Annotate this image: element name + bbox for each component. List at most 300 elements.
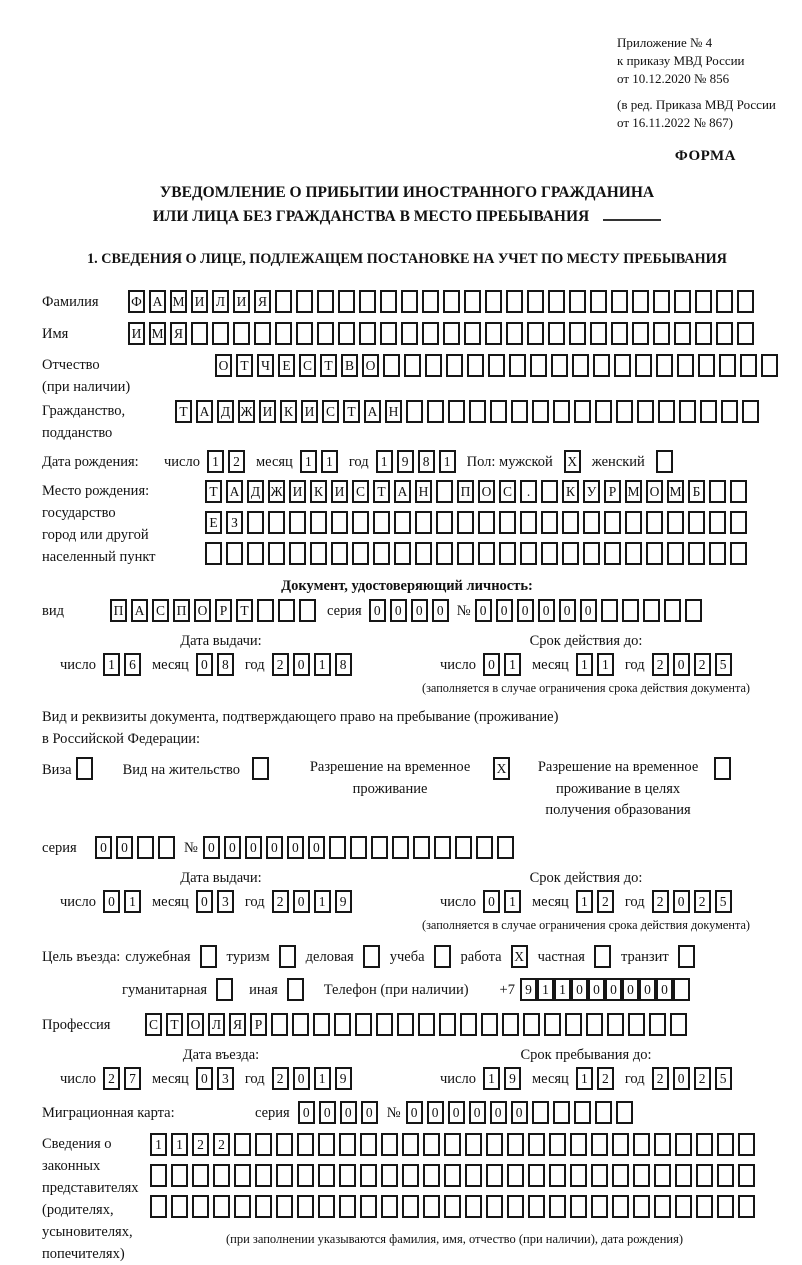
char-box[interactable] <box>502 1013 519 1036</box>
char-box[interactable] <box>444 1164 461 1187</box>
char-box[interactable] <box>532 400 549 423</box>
char-box[interactable]: 9 <box>397 450 414 473</box>
char-box[interactable]: 0 <box>203 836 220 859</box>
char-box[interactable] <box>339 1164 356 1187</box>
char-box[interactable] <box>436 542 453 565</box>
char-box[interactable] <box>709 511 726 534</box>
char-box[interactable]: Л <box>208 1013 225 1036</box>
char-box[interactable] <box>331 542 348 565</box>
char-box[interactable]: 0 <box>622 978 639 1001</box>
char-box[interactable] <box>352 511 369 534</box>
char-box[interactable] <box>506 290 523 313</box>
char-box[interactable] <box>317 290 334 313</box>
char-box[interactable] <box>616 400 633 423</box>
char-box[interactable] <box>679 400 696 423</box>
char-box[interactable]: 0 <box>293 653 310 676</box>
char-box[interactable]: 0 <box>517 599 534 622</box>
char-box[interactable] <box>553 400 570 423</box>
char-box[interactable] <box>478 511 495 534</box>
char-box[interactable]: С <box>352 480 369 503</box>
char-box[interactable] <box>359 290 376 313</box>
char-box[interactable]: М <box>170 290 187 313</box>
char-box[interactable]: 0 <box>266 836 283 859</box>
char-box[interactable] <box>318 1133 335 1156</box>
char-box[interactable]: 0 <box>245 836 262 859</box>
char-box[interactable] <box>601 599 618 622</box>
char-box[interactable] <box>443 290 460 313</box>
char-box[interactable]: 0 <box>411 599 428 622</box>
char-box[interactable] <box>685 599 702 622</box>
char-box[interactable] <box>695 322 712 345</box>
char-box[interactable] <box>549 1164 566 1187</box>
char-box[interactable] <box>460 1013 477 1036</box>
char-box[interactable]: 2 <box>103 1067 120 1090</box>
char-box[interactable] <box>464 322 481 345</box>
char-box[interactable]: 1 <box>376 450 393 473</box>
char-box[interactable]: 0 <box>427 1101 444 1124</box>
char-box[interactable] <box>383 354 400 377</box>
char-box[interactable] <box>247 511 264 534</box>
char-box[interactable]: 0 <box>571 978 588 1001</box>
char-box[interactable] <box>360 1133 377 1156</box>
char-box[interactable] <box>532 1101 549 1124</box>
char-box[interactable]: 0 <box>340 1101 357 1124</box>
char-box[interactable] <box>485 322 502 345</box>
char-box[interactable] <box>469 400 486 423</box>
char-box[interactable] <box>716 322 733 345</box>
char-box[interactable] <box>465 1133 482 1156</box>
char-box[interactable] <box>339 1195 356 1218</box>
char-box[interactable]: 1 <box>597 653 614 676</box>
char-box[interactable] <box>402 1195 419 1218</box>
char-box[interactable]: . <box>520 480 537 503</box>
char-box[interactable]: 0 <box>588 978 605 1001</box>
char-box[interactable] <box>675 1195 692 1218</box>
char-box[interactable] <box>527 290 544 313</box>
char-box[interactable]: П <box>110 599 127 622</box>
char-box[interactable]: А <box>131 599 148 622</box>
char-box[interactable]: 1 <box>171 1133 188 1156</box>
char-box[interactable] <box>448 400 465 423</box>
char-box[interactable] <box>570 1164 587 1187</box>
char-box[interactable]: З <box>226 511 243 534</box>
char-box[interactable]: 0 <box>319 1101 336 1124</box>
char-box[interactable] <box>569 290 586 313</box>
char-box[interactable] <box>548 290 565 313</box>
checkbox-purpose-work[interactable]: X <box>511 945 528 968</box>
char-box[interactable]: С <box>322 400 339 423</box>
char-box[interactable] <box>740 354 757 377</box>
char-box[interactable] <box>572 354 589 377</box>
char-box[interactable] <box>392 836 409 859</box>
char-box[interactable] <box>607 1013 624 1036</box>
char-box[interactable] <box>646 511 663 534</box>
char-box[interactable]: 1 <box>554 978 571 1001</box>
char-box[interactable] <box>649 1013 666 1036</box>
char-box[interactable] <box>549 1133 566 1156</box>
char-box[interactable] <box>352 542 369 565</box>
char-box[interactable] <box>709 542 726 565</box>
char-box[interactable] <box>635 354 652 377</box>
checkbox-purpose-transit[interactable] <box>678 945 695 968</box>
char-box[interactable] <box>541 542 558 565</box>
char-box[interactable] <box>520 542 537 565</box>
char-box[interactable] <box>339 1133 356 1156</box>
char-box[interactable] <box>402 1164 419 1187</box>
char-box[interactable] <box>611 322 628 345</box>
char-box[interactable] <box>761 354 778 377</box>
char-box[interactable]: С <box>152 599 169 622</box>
char-box[interactable]: 9 <box>504 1067 521 1090</box>
char-box[interactable] <box>696 1133 713 1156</box>
char-box[interactable] <box>360 1164 377 1187</box>
char-box[interactable]: 1 <box>439 450 456 473</box>
char-box[interactable] <box>376 1013 393 1036</box>
char-box[interactable] <box>486 1164 503 1187</box>
char-box[interactable] <box>205 542 222 565</box>
char-box[interactable] <box>507 1195 524 1218</box>
char-box[interactable] <box>226 542 243 565</box>
char-box[interactable] <box>695 290 712 313</box>
char-box[interactable] <box>297 1195 314 1218</box>
char-box[interactable]: И <box>128 322 145 345</box>
checkbox-purpose-humanitarian[interactable] <box>216 978 233 1001</box>
char-box[interactable] <box>402 1133 419 1156</box>
char-box[interactable] <box>299 599 316 622</box>
char-box[interactable] <box>373 511 390 534</box>
char-box[interactable]: 9 <box>520 978 537 1001</box>
char-box[interactable] <box>401 290 418 313</box>
char-box[interactable] <box>570 1133 587 1156</box>
char-box[interactable] <box>673 978 690 1001</box>
char-box[interactable] <box>486 1195 503 1218</box>
char-box[interactable] <box>481 1013 498 1036</box>
char-box[interactable] <box>488 354 505 377</box>
char-box[interactable]: 1 <box>103 653 120 676</box>
char-box[interactable] <box>338 322 355 345</box>
char-box[interactable]: 0 <box>483 653 500 676</box>
char-box[interactable] <box>338 290 355 313</box>
char-box[interactable] <box>329 836 346 859</box>
char-box[interactable] <box>719 354 736 377</box>
char-box[interactable]: 1 <box>576 1067 593 1090</box>
char-box[interactable] <box>675 1164 692 1187</box>
char-box[interactable] <box>654 1164 671 1187</box>
char-box[interactable]: 0 <box>224 836 241 859</box>
char-box[interactable] <box>625 542 642 565</box>
char-box[interactable] <box>604 542 621 565</box>
char-box[interactable] <box>255 1164 272 1187</box>
char-box[interactable] <box>737 290 754 313</box>
char-box[interactable] <box>591 1133 608 1156</box>
char-box[interactable] <box>717 1164 734 1187</box>
char-box[interactable]: 8 <box>217 653 234 676</box>
char-box[interactable]: Т <box>320 354 337 377</box>
char-box[interactable]: 2 <box>652 890 669 913</box>
char-box[interactable] <box>595 400 612 423</box>
checkbox-purpose-business[interactable] <box>363 945 380 968</box>
char-box[interactable]: 0 <box>475 599 492 622</box>
char-box[interactable]: 2 <box>694 890 711 913</box>
char-box[interactable] <box>490 400 507 423</box>
char-box[interactable] <box>234 1195 251 1218</box>
char-box[interactable]: Я <box>254 290 271 313</box>
char-box[interactable] <box>583 542 600 565</box>
char-box[interactable]: 2 <box>272 1067 289 1090</box>
char-box[interactable]: 1 <box>124 890 141 913</box>
char-box[interactable]: 1 <box>576 890 593 913</box>
char-box[interactable] <box>297 1133 314 1156</box>
char-box[interactable]: П <box>173 599 190 622</box>
char-box[interactable] <box>397 1013 414 1036</box>
char-box[interactable] <box>717 1133 734 1156</box>
checkbox-temp-residence-education[interactable] <box>714 757 731 780</box>
char-box[interactable] <box>380 322 397 345</box>
char-box[interactable]: 0 <box>656 978 673 1001</box>
char-box[interactable] <box>455 836 472 859</box>
char-box[interactable]: Д <box>247 480 264 503</box>
checkbox-temp-residence[interactable]: X <box>493 757 510 780</box>
char-box[interactable]: 2 <box>272 653 289 676</box>
char-box[interactable]: 1 <box>314 890 331 913</box>
checkbox-residence-permit[interactable] <box>252 757 269 780</box>
char-box[interactable] <box>509 354 526 377</box>
char-box[interactable] <box>614 354 631 377</box>
char-box[interactable] <box>717 1195 734 1218</box>
char-box[interactable]: Б <box>688 480 705 503</box>
char-box[interactable] <box>381 1195 398 1218</box>
char-box[interactable]: И <box>233 290 250 313</box>
char-box[interactable] <box>675 1133 692 1156</box>
char-box[interactable]: 0 <box>287 836 304 859</box>
char-box[interactable] <box>213 1195 230 1218</box>
char-box[interactable]: 0 <box>196 653 213 676</box>
char-box[interactable] <box>738 1164 755 1187</box>
char-box[interactable]: К <box>280 400 297 423</box>
char-box[interactable]: Т <box>343 400 360 423</box>
checkbox-male[interactable]: X <box>564 450 581 473</box>
char-box[interactable] <box>738 1195 755 1218</box>
char-box[interactable]: 0 <box>639 978 656 1001</box>
checkbox-purpose-other[interactable] <box>287 978 304 1001</box>
char-box[interactable] <box>255 1133 272 1156</box>
char-box[interactable] <box>646 542 663 565</box>
char-box[interactable] <box>296 290 313 313</box>
char-box[interactable] <box>569 322 586 345</box>
char-box[interactable]: 2 <box>694 653 711 676</box>
char-box[interactable] <box>318 1195 335 1218</box>
char-box[interactable]: 0 <box>483 890 500 913</box>
char-box[interactable] <box>278 599 295 622</box>
char-box[interactable]: 1 <box>314 1067 331 1090</box>
char-box[interactable] <box>467 354 484 377</box>
char-box[interactable] <box>737 322 754 345</box>
char-box[interactable] <box>318 1164 335 1187</box>
char-box[interactable] <box>551 354 568 377</box>
char-box[interactable]: У <box>583 480 600 503</box>
char-box[interactable]: М <box>667 480 684 503</box>
char-box[interactable] <box>688 542 705 565</box>
char-box[interactable] <box>381 1133 398 1156</box>
char-box[interactable] <box>616 1101 633 1124</box>
char-box[interactable] <box>548 322 565 345</box>
char-box[interactable] <box>653 322 670 345</box>
char-box[interactable] <box>413 836 430 859</box>
char-box[interactable] <box>317 322 334 345</box>
char-box[interactable]: Я <box>170 322 187 345</box>
char-box[interactable] <box>171 1164 188 1187</box>
char-box[interactable]: 1 <box>537 978 554 1001</box>
char-box[interactable]: 2 <box>597 890 614 913</box>
char-box[interactable]: 1 <box>300 450 317 473</box>
char-box[interactable] <box>192 1195 209 1218</box>
char-box[interactable] <box>289 542 306 565</box>
char-box[interactable] <box>656 354 673 377</box>
char-box[interactable]: 0 <box>673 653 690 676</box>
char-box[interactable] <box>633 1195 650 1218</box>
char-box[interactable] <box>625 511 642 534</box>
char-box[interactable] <box>292 1013 309 1036</box>
char-box[interactable]: 0 <box>469 1101 486 1124</box>
char-box[interactable]: И <box>191 290 208 313</box>
char-box[interactable]: К <box>562 480 579 503</box>
char-box[interactable]: И <box>259 400 276 423</box>
char-box[interactable]: Д <box>217 400 234 423</box>
char-box[interactable] <box>313 1013 330 1036</box>
char-box[interactable]: М <box>625 480 642 503</box>
char-box[interactable] <box>310 511 327 534</box>
char-box[interactable] <box>150 1195 167 1218</box>
checkbox-purpose-study[interactable] <box>434 945 451 968</box>
char-box[interactable]: Е <box>278 354 295 377</box>
char-box[interactable]: 2 <box>652 1067 669 1090</box>
char-box[interactable] <box>658 400 675 423</box>
checkbox-purpose-official[interactable] <box>200 945 217 968</box>
char-box[interactable] <box>590 322 607 345</box>
char-box[interactable] <box>271 1013 288 1036</box>
char-box[interactable] <box>355 1013 372 1036</box>
char-box[interactable]: 0 <box>673 890 690 913</box>
char-box[interactable] <box>268 542 285 565</box>
checkbox-female[interactable] <box>656 450 673 473</box>
char-box[interactable]: 0 <box>490 1101 507 1124</box>
char-box[interactable]: 1 <box>483 1067 500 1090</box>
char-box[interactable]: 2 <box>213 1133 230 1156</box>
char-box[interactable]: Т <box>236 354 253 377</box>
char-box[interactable] <box>257 599 274 622</box>
char-box[interactable] <box>457 511 474 534</box>
char-box[interactable] <box>667 511 684 534</box>
char-box[interactable]: 1 <box>321 450 338 473</box>
char-box[interactable] <box>234 1133 251 1156</box>
char-box[interactable]: 0 <box>580 599 597 622</box>
char-box[interactable] <box>654 1195 671 1218</box>
char-box[interactable] <box>436 511 453 534</box>
char-box[interactable] <box>401 322 418 345</box>
char-box[interactable] <box>643 599 660 622</box>
char-box[interactable]: 0 <box>103 890 120 913</box>
char-box[interactable] <box>478 542 495 565</box>
char-box[interactable] <box>541 511 558 534</box>
char-box[interactable]: 0 <box>538 599 555 622</box>
char-box[interactable] <box>268 511 285 534</box>
char-box[interactable] <box>653 290 670 313</box>
char-box[interactable] <box>212 322 229 345</box>
char-box[interactable]: 2 <box>652 653 669 676</box>
char-box[interactable] <box>415 511 432 534</box>
char-box[interactable] <box>415 542 432 565</box>
char-box[interactable]: 0 <box>511 1101 528 1124</box>
checkbox-visa[interactable] <box>76 757 93 780</box>
char-box[interactable]: С <box>299 354 316 377</box>
char-box[interactable] <box>446 354 463 377</box>
char-box[interactable]: 0 <box>432 599 449 622</box>
char-box[interactable]: 0 <box>390 599 407 622</box>
char-box[interactable] <box>425 354 442 377</box>
char-box[interactable]: 0 <box>293 1067 310 1090</box>
char-box[interactable]: 0 <box>361 1101 378 1124</box>
char-box[interactable] <box>465 1195 482 1218</box>
char-box[interactable] <box>674 290 691 313</box>
char-box[interactable]: И <box>289 480 306 503</box>
char-box[interactable]: М <box>149 322 166 345</box>
char-box[interactable]: О <box>646 480 663 503</box>
char-box[interactable] <box>677 354 694 377</box>
char-box[interactable] <box>628 1013 645 1036</box>
char-box[interactable] <box>511 400 528 423</box>
char-box[interactable]: 1 <box>504 890 521 913</box>
char-box[interactable]: О <box>362 354 379 377</box>
char-box[interactable]: А <box>364 400 381 423</box>
char-box[interactable] <box>507 1133 524 1156</box>
char-box[interactable]: А <box>226 480 243 503</box>
char-box[interactable]: 2 <box>272 890 289 913</box>
char-box[interactable]: 0 <box>95 836 112 859</box>
char-box[interactable] <box>371 836 388 859</box>
char-box[interactable] <box>664 599 681 622</box>
char-box[interactable]: Ч <box>257 354 274 377</box>
char-box[interactable] <box>590 290 607 313</box>
char-box[interactable] <box>721 400 738 423</box>
char-box[interactable] <box>150 1164 167 1187</box>
char-box[interactable] <box>730 480 747 503</box>
char-box[interactable] <box>296 322 313 345</box>
char-box[interactable]: С <box>499 480 516 503</box>
char-box[interactable] <box>674 322 691 345</box>
char-box[interactable] <box>394 511 411 534</box>
char-box[interactable] <box>544 1013 561 1036</box>
char-box[interactable] <box>464 290 481 313</box>
char-box[interactable]: Т <box>236 599 253 622</box>
char-box[interactable] <box>667 542 684 565</box>
char-box[interactable]: Р <box>250 1013 267 1036</box>
char-box[interactable]: О <box>187 1013 204 1036</box>
char-box[interactable] <box>334 1013 351 1036</box>
char-box[interactable]: 0 <box>496 599 513 622</box>
char-box[interactable]: 9 <box>335 890 352 913</box>
char-box[interactable] <box>350 836 367 859</box>
char-box[interactable]: Т <box>205 480 222 503</box>
char-box[interactable] <box>565 1013 582 1036</box>
char-box[interactable]: 5 <box>715 1067 732 1090</box>
char-box[interactable]: 0 <box>196 1067 213 1090</box>
char-box[interactable] <box>247 542 264 565</box>
char-box[interactable]: Т <box>175 400 192 423</box>
char-box[interactable] <box>553 1101 570 1124</box>
char-box[interactable] <box>688 511 705 534</box>
char-box[interactable] <box>297 1164 314 1187</box>
char-box[interactable] <box>527 322 544 345</box>
